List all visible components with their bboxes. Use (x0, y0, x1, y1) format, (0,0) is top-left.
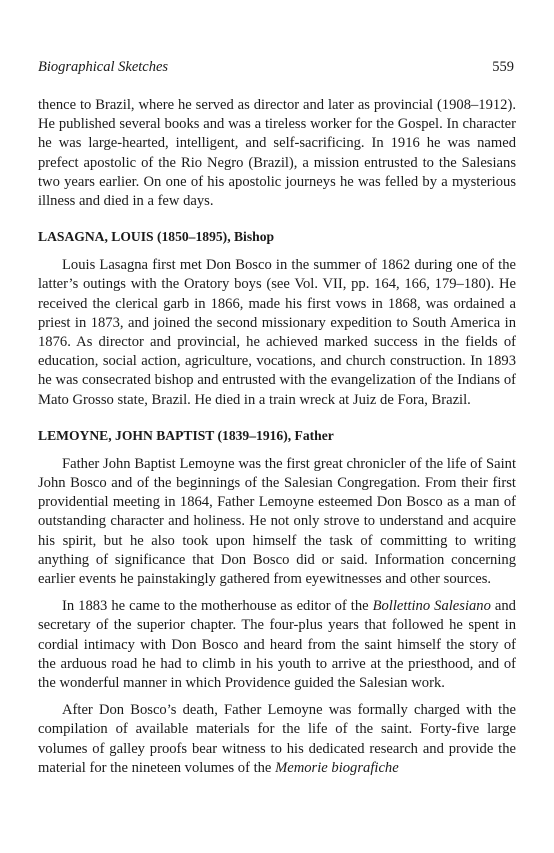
entry-heading-lemoyne: LEMOYNE, JOHN BAPTIST (1839–1916), Father (38, 427, 334, 443)
lemoyne-p2-text-b: and secretary of the superior chapter. The four-plus years that followed he spent in cordial intimacy with Don Bosco and heard from the saint himself the story of the arduous road he had to climb in his youth to arrive at the priesthood, and of the wonderful manner in which Providence guided the Salesian work. (38, 598, 516, 692)
continuation-paragraph: thence to Brazil, where he served as director and later as provincial (1908–1912). He published several books and was a tireless worker for the Gospel. In character he was large-hearted, intelligent, and self-sacrificing. In 1916 he was named prefect apostolic of the Rio Negro (Brazil), a mission entrusted to the Salesians two years earlier. On one of his apostolic journeys he was felled by a mysterious illness and died in a few days. (38, 97, 516, 210)
entry-heading-lasagna: LASAGNA, LOUIS (1850–1895), Bishop (38, 229, 275, 245)
body-text (38, 96, 516, 778)
running-title: Biographical Sketches (38, 59, 169, 75)
lemoyne-p3-italic-title: Memorie biografiche (275, 759, 399, 776)
running-head (38, 58, 516, 76)
lemoyne-p3-text-a: After Don Bosco’s death, Father Lemoyne was formally charged with the compilation of available materials for the life of the saint. Forty-five large volumes of galley proofs bear witness to his dedicated research and provide the material for the nineteen volumes of the (38, 702, 516, 776)
lemoyne-paragraph-3 (38, 701, 516, 778)
lemoyne-paragraph-2 (38, 597, 516, 693)
lemoyne-paragraph-1: Father John Baptist Lemoyne was the first great chronicler of the life of Saint John Bosco and of the beginnings of the Salesian Congregation. From their first providential meeting in 1864, Father Lemoyne esteemed Don Bosco as a man of outstanding character and holiness. He not only strove to understand and acquire his spirit, but he also took upon himself the task of committing to writing anything of significance that Don Bosco did or said. Information concerning earlier events he painstakingly gathered from eyewitnesses and other sources. (38, 455, 516, 588)
page-number: 559 (492, 59, 514, 75)
lasagna-paragraph: Louis Lasagna first met Don Bosco in the summer of 1862 during one of the latter’s outings with the Oratory boys (see Vol. VII, pp. 164, 166, 179–180). He received the clerical garb in 1866, made his first vows in 1868, was ordained a priest in 1873, and joined the second missionary expedition to South America in 1876. As director and provincial, he achieved marked success in the fields of education, social action, agriculture, vocations, and church construction. In 1893 he was consecrated bishop and entrusted with the evangelization of the Indians of Mato Grosso state, Brazil. He died in a train wreck at Juiz de Fora, Brazil. (38, 257, 516, 408)
lemoyne-p2-text-a: In 1883 he came to the motherhouse as editor of the (62, 598, 373, 615)
lemoyne-p2-italic-title: Bollettino Salesiano (372, 598, 491, 615)
